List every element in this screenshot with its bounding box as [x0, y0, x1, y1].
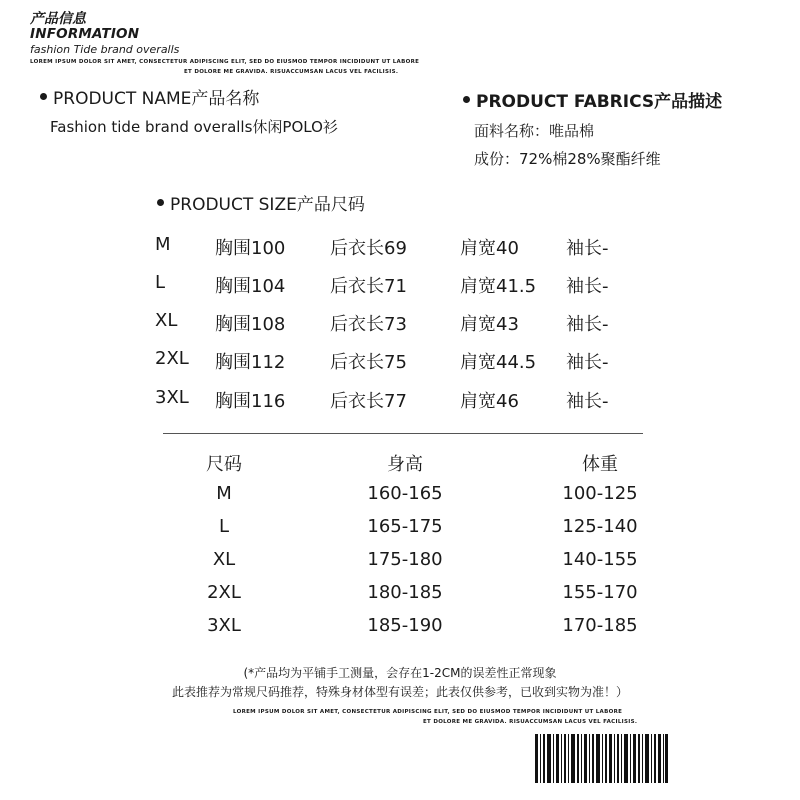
measurement-note: (*产品均为平铺手工测量，会存在1-2CM的误差性正常现象 — [243, 666, 557, 680]
spec-chest: 胸围104 — [215, 276, 286, 297]
table-row — [160, 615, 660, 643]
table-row — [160, 483, 660, 511]
table-header-row — [160, 450, 660, 478]
product-name-heading-text: PRODUCT NAME产品名称 — [53, 89, 260, 109]
product-size-heading-text: PRODUCT SIZE产品尺码 — [170, 195, 365, 215]
spec-shoulder: 肩宽41.5 — [460, 276, 537, 297]
table-row — [160, 516, 660, 544]
column-header-size: 尺码 — [206, 454, 242, 475]
cell-size: XL — [212, 549, 236, 570]
product-name-heading — [40, 84, 259, 109]
product-size-heading — [157, 190, 365, 215]
cell-height: 165-175 — [367, 516, 443, 537]
reference-note: 此表推荐为常规尺码推荐，特殊身材体型有误差；此表仅供参考，已收到实物为准！） — [171, 685, 628, 699]
cell-weight: 140-155 — [562, 549, 638, 570]
cell-height: 160-165 — [367, 483, 443, 504]
bullet-icon — [463, 96, 470, 103]
spec-size: L — [155, 272, 166, 293]
spec-chest: 胸围112 — [215, 352, 286, 373]
spec-size: M — [155, 234, 171, 255]
spec-shoulder: 肩宽46 — [460, 391, 519, 412]
spec-shoulder: 肩宽40 — [460, 238, 519, 259]
cell-weight: 100-125 — [562, 483, 638, 504]
cell-weight: 155-170 — [562, 582, 638, 603]
spec-shoulder: 肩宽44.5 — [460, 352, 537, 373]
cell-height: 175-180 — [367, 549, 443, 570]
header-lorem-line2: ET DOLORE ME GRAVIDA. RISUACCUMSAN LACUS VEL FACILISIS. — [184, 69, 399, 75]
cell-size: 2XL — [207, 582, 241, 603]
cell-size: L — [218, 516, 230, 537]
fabric-name: 面料名称：唯品棉 — [474, 122, 595, 140]
footer-lorem — [233, 707, 637, 727]
footer-lorem-line2: ET DOLORE ME GRAVIDA. RISUACCUMSAN LACUS VEL FACILISIS. — [423, 719, 638, 725]
spec-chest: 胸围108 — [215, 314, 286, 335]
cell-height: 180-185 — [367, 582, 443, 603]
spec-length: 后衣长73 — [330, 314, 407, 335]
column-header-height: 身高 — [387, 454, 423, 475]
product-fabrics-heading — [463, 87, 722, 112]
header-subtitle: fashion Tide brand overalls — [30, 43, 180, 56]
spec-size: XL — [155, 310, 178, 331]
spec-sleeve: 袖长- — [566, 352, 609, 373]
spec-chest: 胸围100 — [215, 238, 286, 259]
cell-size: 3XL — [207, 615, 241, 636]
product-name-value: Fashion tide brand overalls休闲POLO衫 — [50, 118, 338, 136]
cell-height: 185-190 — [367, 615, 443, 636]
spec-size: 2XL — [155, 348, 189, 369]
cell-weight: 170-185 — [562, 615, 638, 636]
spec-sleeve: 袖长- — [566, 314, 609, 335]
cell-size: M — [216, 483, 232, 504]
table-row — [160, 549, 660, 577]
spec-size: 3XL — [155, 387, 189, 408]
spec-length: 后衣长69 — [330, 238, 407, 259]
spec-length: 后衣长71 — [330, 276, 407, 297]
spec-sleeve: 袖长- — [566, 276, 609, 297]
header-title-cn: 产品信息 — [30, 11, 86, 27]
bullet-icon — [157, 199, 164, 206]
spec-length: 后衣长75 — [330, 352, 407, 373]
spec-sleeve: 袖长- — [566, 391, 609, 412]
header-lorem-line1: LOREM IPSUM DOLOR SIT AMET, CONSECTETUR ADIPISCING ELIT, SED DO EIUSMOD TEMPOR INCIDIDUNT UT LABORE — [30, 59, 420, 65]
table-row — [160, 582, 660, 610]
spec-sleeve: 袖长- — [566, 238, 609, 259]
product-fabrics-heading-text: PRODUCT FABRICS产品描述 — [476, 92, 723, 112]
spec-shoulder: 肩宽43 — [460, 314, 519, 335]
barcode-icon — [535, 734, 668, 783]
section-divider — [163, 433, 643, 434]
column-header-weight: 体重 — [582, 454, 618, 475]
header-title-en: INFORMATION — [30, 26, 140, 42]
spec-length: 后衣长77 — [330, 391, 407, 412]
footer-lorem-line1: LOREM IPSUM DOLOR SIT AMET, CONSECTETUR ADIPISCING ELIT, SED DO EIUSMOD TEMPOR INCIDIDUNT UT LABORE — [233, 709, 623, 715]
cell-weight: 125-140 — [562, 516, 638, 537]
spec-chest: 胸围116 — [215, 391, 286, 412]
header-lorem — [30, 57, 419, 77]
bullet-icon — [40, 93, 47, 100]
fabric-composition: 成份：72%棉28%聚酯纤维 — [474, 150, 661, 168]
